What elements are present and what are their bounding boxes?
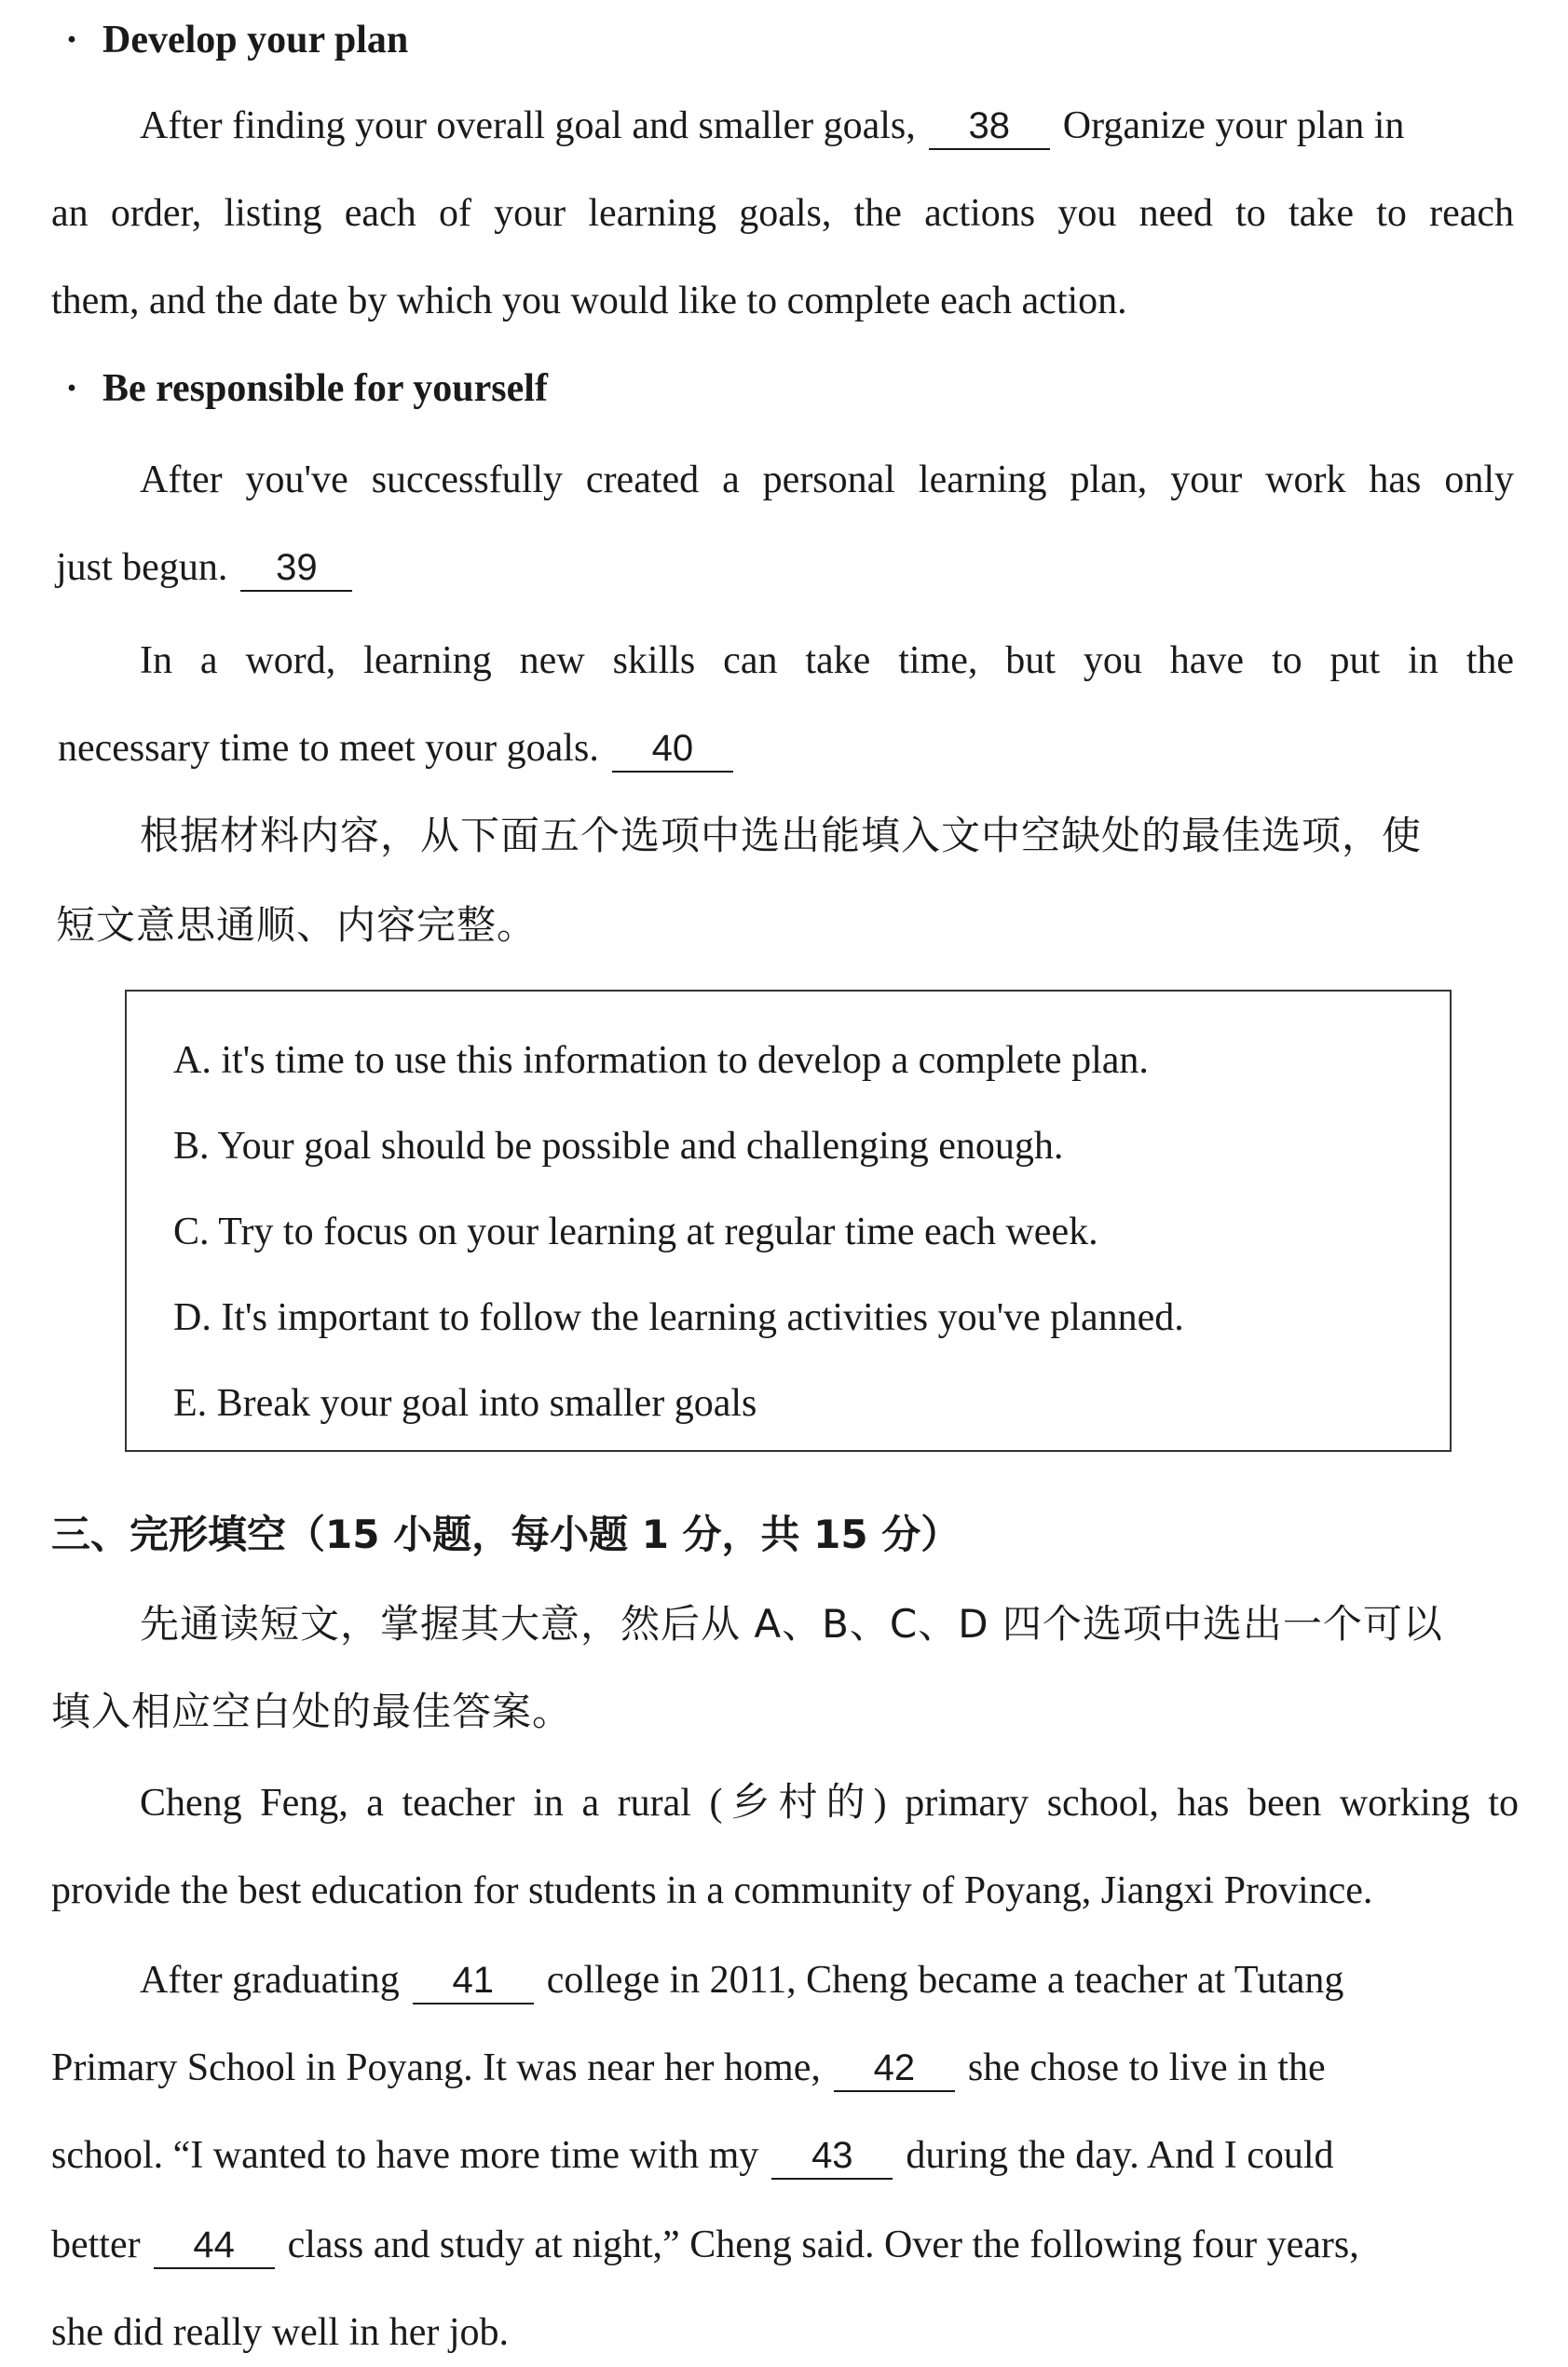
bullet-icon: · bbox=[65, 19, 79, 62]
text: just begun. bbox=[56, 546, 228, 589]
option-d bbox=[173, 1295, 1184, 1340]
text: 三、完形填空（15 小题，每小题 1 分，共 15 分） bbox=[51, 1512, 961, 1557]
option-b bbox=[173, 1124, 1063, 1169]
paragraph-line bbox=[51, 2048, 1326, 2092]
instruction-line bbox=[140, 1601, 1443, 1647]
option-text: Break your goal into smaller goals bbox=[216, 1382, 757, 1425]
option-text: Your goal should be possible and challenging enough. bbox=[217, 1125, 1064, 1168]
text: 根据材料内容，从下面五个选项中选出能填入文中空缺处的最佳选项，使 bbox=[140, 813, 1423, 858]
option-text: It's important to follow the learning activities you've planned. bbox=[221, 1296, 1184, 1339]
paragraph-line bbox=[51, 194, 1514, 233]
paragraph-line bbox=[140, 106, 1404, 150]
text: 填入相应空白处的最佳答案。 bbox=[51, 1689, 573, 1734]
heading-text: Be responsible for yourself bbox=[102, 367, 548, 410]
paragraph-line bbox=[140, 641, 1514, 680]
instruction-line bbox=[140, 813, 1423, 858]
heading-text: Develop your plan bbox=[102, 19, 409, 62]
blank-40: 40 bbox=[612, 730, 733, 773]
paragraph-line bbox=[140, 1784, 1519, 1823]
instruction-line bbox=[51, 1689, 573, 1734]
section-heading-develop bbox=[65, 21, 408, 60]
paragraph-line bbox=[56, 548, 365, 592]
blank-42: 42 bbox=[834, 2049, 955, 2092]
text: 短文意思通顺、内容完整。 bbox=[56, 902, 538, 948]
paragraph-line bbox=[140, 460, 1514, 499]
cloze-heading bbox=[51, 1512, 961, 1557]
text: college in 2011, Cheng became a teacher at Tutang bbox=[546, 1959, 1344, 2002]
text: necessary time to meet your goals. bbox=[58, 727, 599, 770]
blank-44: 44 bbox=[154, 2226, 275, 2269]
text: she chose to live in the bbox=[967, 2046, 1326, 2089]
text: during the day. And I could bbox=[906, 2134, 1334, 2177]
text: After you've successfully created a personal learning plan, your work has only bbox=[140, 458, 1514, 501]
option-letter: D. bbox=[173, 1296, 211, 1339]
text: Cheng Feng, a teacher in a rural (乡村的) primary school, has been working to bbox=[140, 1782, 1519, 1825]
instruction-line bbox=[56, 902, 538, 948]
blank-39: 39 bbox=[240, 549, 352, 592]
text: better bbox=[51, 2223, 141, 2266]
text: 先通读短文，掌握其大意，然后从 A、B、C、D 四个选项中选出一个可以 bbox=[140, 1601, 1443, 1647]
text: In a word, learning new skills can take time, but you have to put in the bbox=[140, 639, 1514, 682]
text: class and study at night,” Cheng said. Over the following four years, bbox=[287, 2223, 1359, 2266]
paragraph-line bbox=[51, 1871, 1372, 1910]
option-c bbox=[173, 1210, 1098, 1254]
paragraph-line bbox=[51, 2313, 509, 2352]
text: After graduating bbox=[140, 1959, 400, 2002]
paragraph-line bbox=[58, 729, 746, 773]
paragraph-line bbox=[51, 2136, 1334, 2180]
option-text: Try to focus on your learning at regular time each week. bbox=[218, 1211, 1098, 1253]
text: school. “I wanted to have more time with my bbox=[51, 2134, 759, 2177]
option-letter: A. bbox=[173, 1039, 211, 1082]
option-e bbox=[173, 1381, 757, 1426]
text: she did really well in her job. bbox=[51, 2311, 510, 2354]
text: them, and the date by which you would like to complete each action. bbox=[51, 280, 1127, 322]
section-heading-responsible bbox=[65, 369, 548, 408]
option-letter: C. bbox=[173, 1211, 210, 1253]
text: provide the best education for students in a community of Poyang, Jiangxi Province. bbox=[51, 1869, 1373, 1912]
option-a bbox=[173, 1038, 1149, 1083]
blank-38: 38 bbox=[929, 107, 1050, 150]
bullet-icon: · bbox=[65, 367, 79, 410]
paragraph-line bbox=[51, 2225, 1359, 2269]
paragraph-line bbox=[51, 281, 1127, 321]
blank-43: 43 bbox=[771, 2137, 893, 2180]
text: an order, listing each of your learning goals, the actions you need to take to reach bbox=[51, 192, 1514, 235]
text: Organize your plan in bbox=[1062, 104, 1405, 147]
text: Primary School in Poyang. It was near her home, bbox=[51, 2046, 821, 2089]
text: After finding your overall goal and smaller goals, bbox=[140, 104, 916, 147]
paragraph-line bbox=[140, 1961, 1343, 2004]
blank-41: 41 bbox=[413, 1962, 534, 2004]
option-letter: E. bbox=[173, 1382, 208, 1425]
option-text: it's time to use this information to develop a complete plan. bbox=[221, 1039, 1149, 1082]
option-letter: B. bbox=[173, 1125, 210, 1168]
options-box bbox=[125, 990, 1452, 1452]
